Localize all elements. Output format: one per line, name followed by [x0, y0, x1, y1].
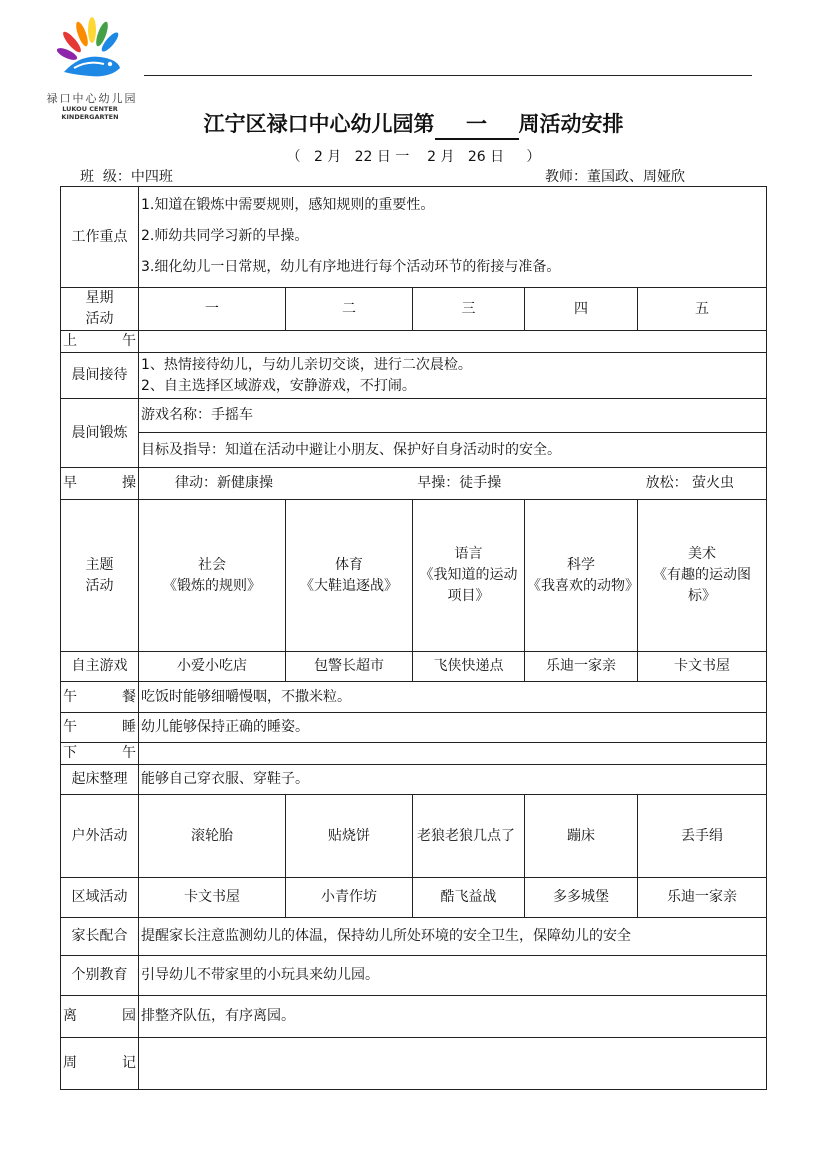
theme-activity: 《我喜欢的动物》: [527, 577, 639, 594]
theme-subject: 语言: [454, 546, 483, 562]
work-focus-row: [61, 187, 767, 288]
weekday-label-bottom: 活动: [85, 311, 114, 327]
weekday-friday: 五: [638, 288, 767, 331]
outdoor-cell: 老狼老狼几点了: [413, 795, 525, 878]
free-play-cell: 包警长超市: [286, 652, 413, 682]
title-prefix: 江宁区禄口中心幼儿园第: [203, 111, 435, 136]
work-focus-content: [139, 187, 767, 288]
outdoor-cell: 贴烧饼: [286, 795, 413, 878]
weekday-monday: 一: [139, 288, 286, 331]
row-label: 晨间接待: [61, 353, 139, 399]
week-number-field: 一: [435, 108, 519, 140]
exercise-game-name: 游戏名称：手摇车: [139, 399, 767, 433]
row-label: 工作重点: [61, 187, 139, 288]
morning-section-label: 上 午: [61, 331, 139, 353]
free-play-cell: 飞侠快递点: [413, 652, 525, 682]
theme-activity-row: [61, 500, 767, 652]
theme-cell: [413, 500, 525, 652]
work-focus-item: 1.知道在锻炼中需要规则，感知规则的重要性。: [141, 197, 435, 213]
row-label: 起床整理: [61, 765, 139, 795]
morning-section-row: [61, 331, 767, 353]
row-label: 周 记: [61, 1038, 139, 1090]
parents-content: 提醒家长注意监测幼儿的体温，保持幼儿所处环境的安全卫生，保障幼儿的安全: [139, 918, 767, 956]
theme-activity: 《我知道的运动项目》: [419, 567, 518, 604]
kindergarten-logo: [34, 16, 146, 121]
theme-cell: [525, 500, 638, 652]
reception-row: [61, 353, 767, 399]
empty-cell: [139, 331, 767, 353]
theme-subject: 体育: [335, 556, 363, 573]
theme-activity: 《锻炼的规则》: [163, 577, 261, 594]
teacher-names: 教师：董国政、周娅欣: [545, 169, 685, 185]
theme-label: [61, 500, 139, 652]
nap-row: [61, 713, 767, 743]
rhythm-item: 律动：新健康操: [175, 475, 273, 491]
afternoon-section-row: [61, 743, 767, 765]
reception-line: 2、自主选择区域游戏，安静游戏，不打闹。: [141, 377, 416, 394]
theme-subject: 社会: [198, 556, 226, 573]
area-cell: 小青作坊: [286, 878, 413, 918]
area-cell: 卡文书屋: [139, 878, 286, 918]
leaving-content: 排整齐队伍，有序离园。: [139, 996, 767, 1038]
wake-up-content: 能够自己穿衣服、穿鞋子。: [139, 765, 767, 795]
parents-row: [61, 918, 767, 956]
free-play-cell: 卡文书屋: [638, 652, 767, 682]
header-divider: [144, 75, 752, 76]
theme-cell: [638, 500, 767, 652]
row-label: 早 操: [61, 468, 139, 500]
row-label: 离 园: [61, 996, 139, 1038]
rainbow-fish-logo-icon: [54, 16, 126, 86]
lunch-row: [61, 682, 767, 713]
logo-english-name: LUKOU CENTER KINDERGARTEN: [61, 105, 119, 121]
row-label: 晨间锻炼: [61, 399, 139, 468]
free-play-row: [61, 652, 767, 682]
theme-label-top: 主题: [85, 556, 114, 573]
empty-cell: [139, 743, 767, 765]
relax-item: 放松： 萤火虫: [645, 475, 735, 491]
morning-exercise-goal-row: [61, 433, 767, 468]
reception-content: [139, 353, 767, 399]
work-focus-item: 3.细化幼儿一日常规，幼儿有序地进行每个活动环节的衔接与准备。: [141, 259, 561, 275]
weekday-header-label: [61, 288, 139, 331]
outdoor-cell: 丢手绢: [638, 795, 767, 878]
morning-exercise-row: [61, 468, 767, 500]
weekly-notes-row: [61, 1038, 767, 1090]
row-label: 家长配合: [61, 918, 139, 956]
area-cell: 乐迪一家亲: [638, 878, 767, 918]
area-activity-row: [61, 878, 767, 918]
weekday-tuesday: 二: [286, 288, 413, 331]
theme-cell: [286, 500, 413, 652]
weekly-plan-table: [60, 186, 767, 1090]
morning-exercise-content: [139, 468, 767, 500]
page-title: [0, 108, 827, 140]
lunch-content: 吃饭时能够细嚼慢咽，不撒米粒。: [139, 682, 767, 713]
weekday-wednesday: 三: [413, 288, 525, 331]
outdoor-cell: 蹦床: [525, 795, 638, 878]
exercise-item: 早操：徒手操: [417, 475, 502, 491]
individual-education-row: [61, 956, 767, 996]
theme-subject: 美术: [688, 546, 717, 562]
free-play-cell: 乐迪一家亲: [525, 652, 638, 682]
theme-activity: 《有趣的运动图标》: [653, 567, 752, 604]
row-label: 午 餐: [61, 682, 139, 713]
wake-up-row: [61, 765, 767, 795]
area-cell: 多多城堡: [525, 878, 638, 918]
theme-activity: 《大鞋追逐战》: [300, 577, 398, 594]
outdoor-cell: 滚轮胎: [139, 795, 286, 878]
theme-subject: 科学: [567, 556, 595, 573]
outdoor-row: [61, 795, 767, 878]
exercise-goal: 目标及指导：知道在活动中避让小朋友、保护好自身活动时的安全。: [139, 433, 767, 468]
weekday-header-row: [61, 288, 767, 331]
weekday-label-top: 星期: [85, 290, 114, 306]
reception-line: 1、热情接待幼儿，与幼儿亲切交谈，进行二次晨检。: [141, 356, 472, 373]
work-focus-item: 2.师幼共同学习新的早操。: [141, 228, 309, 244]
morning-exercise-game-row: [61, 399, 767, 433]
logo-chinese-name: 禄口中心幼儿园: [46, 92, 138, 105]
title-suffix: 周活动安排: [518, 111, 624, 136]
nap-content: 幼儿能够保持正确的睡姿。: [139, 713, 767, 743]
weekday-thursday: 四: [525, 288, 638, 331]
free-play-cell: 小爱小吃店: [139, 652, 286, 682]
theme-cell: [139, 500, 286, 652]
afternoon-section-label: 下 午: [61, 743, 139, 765]
area-cell: 酷飞益战: [413, 878, 525, 918]
date-range: （ 2 月 22 日 一 2 月 26 日 ）: [286, 149, 541, 165]
row-label: 自主游戏: [61, 652, 139, 682]
class-name: 班 级：中四班: [80, 169, 173, 185]
weekly-notes-content: [139, 1038, 767, 1090]
row-label: 午 睡: [61, 713, 139, 743]
individual-content: 引导幼儿不带家里的小玩具来幼儿园。: [139, 956, 767, 996]
row-label: 个别教育: [61, 956, 139, 996]
theme-label-bottom: 活动: [85, 577, 114, 594]
leaving-row: [61, 996, 767, 1038]
row-label: 户外活动: [61, 795, 139, 878]
row-label: 区域活动: [61, 878, 139, 918]
